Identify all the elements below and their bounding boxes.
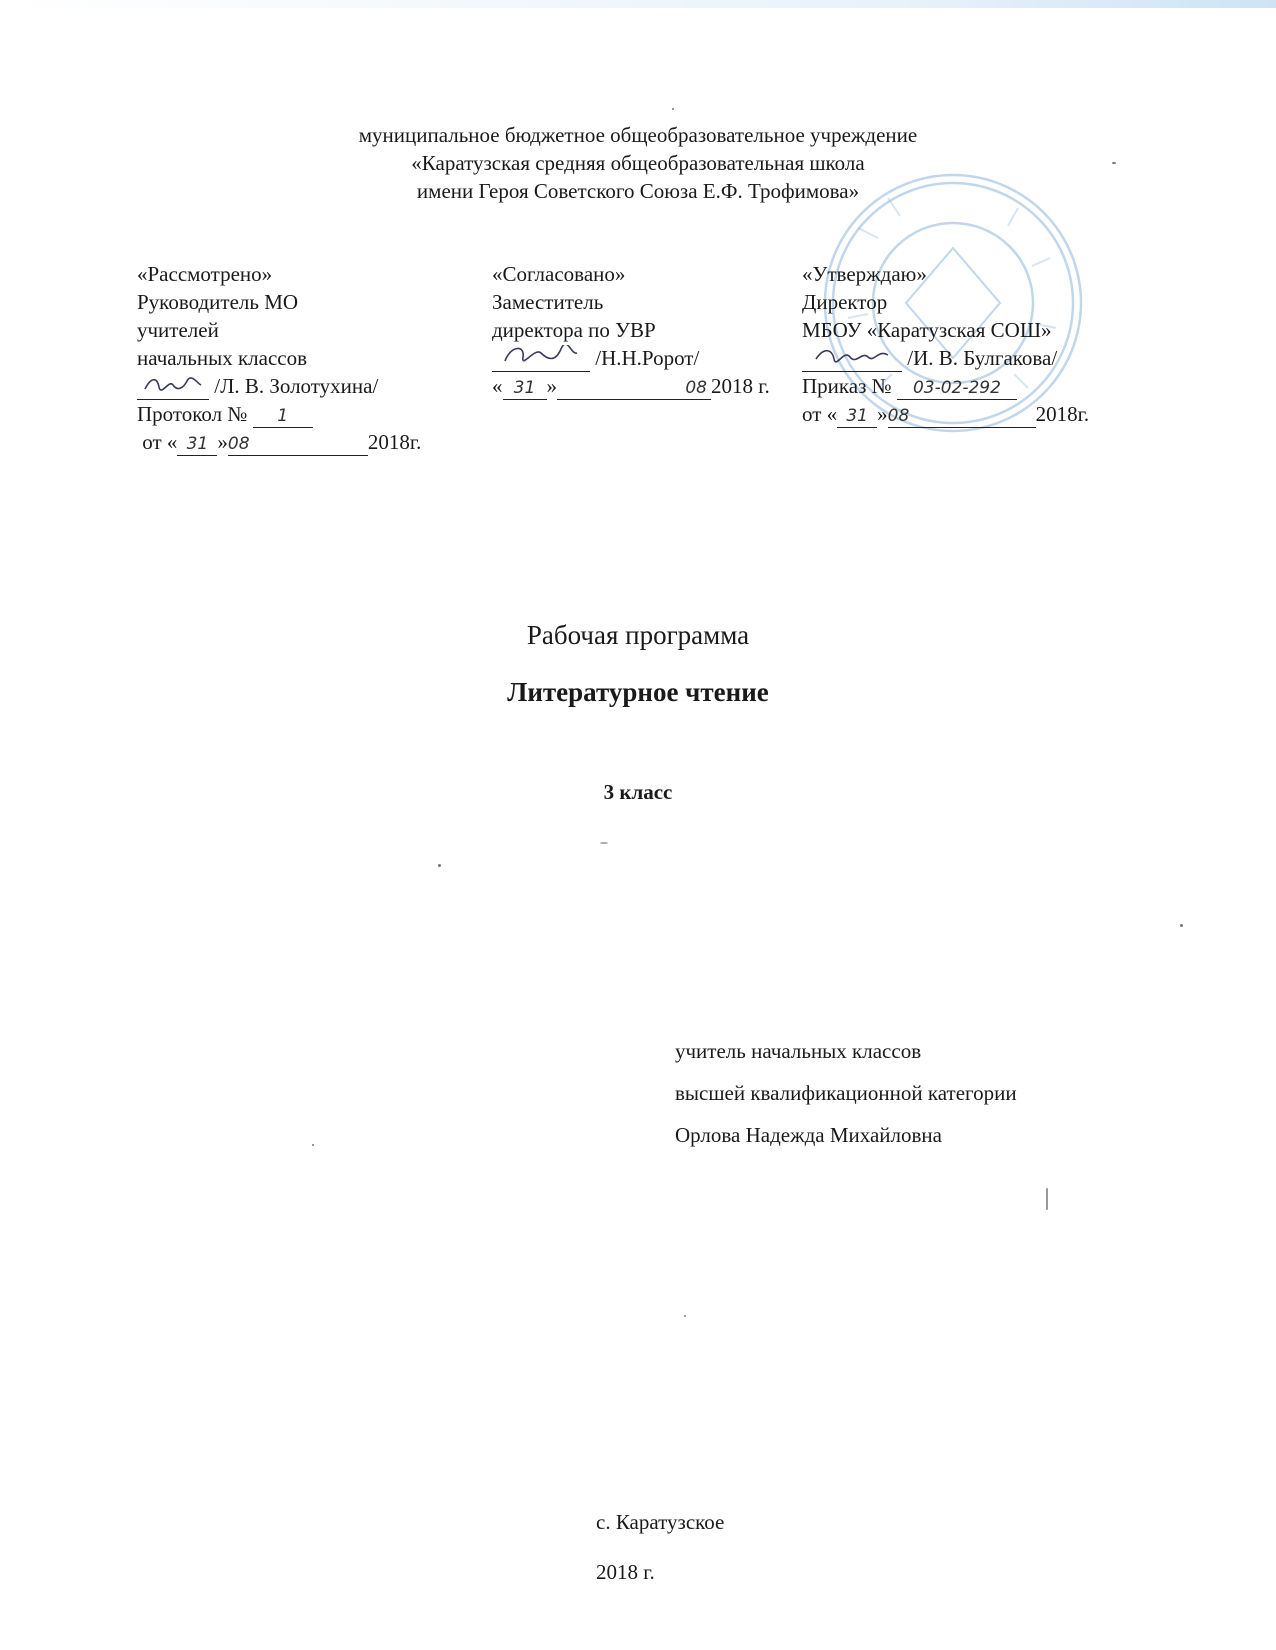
approved-order-label: Приказ № xyxy=(802,374,892,398)
header-line-1: муниципальное бюджетное общеобразовательное учреждение xyxy=(358,123,918,147)
agreed-date-row xyxy=(492,372,770,400)
agreed-title: «Согласовано» xyxy=(492,262,626,286)
agreed-date-mid: » xyxy=(546,374,557,398)
agreed-signature-name: /Н.Н.Ророт/ xyxy=(595,346,700,370)
agreed-date-day: 31 xyxy=(503,377,547,400)
footer-place: с. Каратузское xyxy=(596,1510,725,1534)
scan-speck xyxy=(672,108,674,110)
teacher-block xyxy=(675,1030,1017,1156)
header-line-3: имени Героя Советского Союза Е.Ф. Трофимова» xyxy=(416,179,860,203)
approved-date-day: 31 xyxy=(837,405,877,428)
reviewed-date-row xyxy=(137,428,421,456)
approved-signature-name: /И. В. Булгакова/ xyxy=(907,346,1058,370)
document-title: Рабочая программа xyxy=(526,620,750,650)
approved-signature-scribble xyxy=(802,345,902,372)
agreed-date-prefix: « xyxy=(492,374,503,398)
grade-label: 3 класс xyxy=(603,780,673,804)
subject-title: Литературное чтение xyxy=(507,677,769,707)
reviewed-protocol-number: 1 xyxy=(253,405,313,428)
approved-signature-row xyxy=(802,344,1089,372)
reviewed-date-month: 08 xyxy=(228,433,368,456)
agreed-block xyxy=(492,260,770,400)
agreed-date-year: 2018 г. xyxy=(711,374,770,398)
reviewed-date-mid: » xyxy=(217,430,228,454)
scan-speck xyxy=(312,1144,314,1146)
teacher-line-2: высшей квалификационной категории xyxy=(675,1081,1017,1105)
reviewed-date-prefix: от « xyxy=(142,430,178,454)
approved-line-2: МБОУ «Каратузская СОШ» xyxy=(802,318,1052,342)
reviewed-date-year: 2018г. xyxy=(367,430,422,454)
scan-speck xyxy=(1180,924,1183,927)
scan-speck xyxy=(1046,1188,1048,1210)
scan-speck xyxy=(600,842,608,844)
agreed-line-1: Заместитель xyxy=(492,290,604,314)
approved-title: «Утверждаю» xyxy=(802,262,927,286)
reviewed-protocol-label: Протокол № xyxy=(137,402,248,426)
approved-date-year: 2018г. xyxy=(1035,402,1090,426)
reviewed-block xyxy=(137,260,421,456)
approved-date-month: 08 xyxy=(888,405,1036,428)
scan-edge-tint xyxy=(0,0,1276,8)
approved-date-row xyxy=(802,400,1089,428)
approved-line-1: Директор xyxy=(802,290,888,314)
approved-block xyxy=(802,260,1089,428)
agreed-line-2: директора по УВР xyxy=(492,318,656,342)
scan-speck xyxy=(438,864,441,867)
reviewed-line-1: Руководитель МО xyxy=(137,290,299,314)
teacher-line-1: учитель начальных классов xyxy=(675,1039,922,1063)
reviewed-signature-row xyxy=(137,372,421,400)
header-line-2: «Каратузская средняя общеобразовательная школа xyxy=(411,151,865,175)
footer-year: 2018 г. xyxy=(596,1560,655,1584)
reviewed-date-day: 31 xyxy=(177,433,217,456)
teacher-line-3: Орлова Надежда Михайловна xyxy=(675,1123,942,1147)
reviewed-title: «Рассмотрено» xyxy=(137,262,273,286)
reviewed-line-2: учителей xyxy=(137,318,219,342)
approved-date-mid: » xyxy=(877,402,888,426)
agreed-date-month: 08 xyxy=(557,377,711,400)
scan-speck xyxy=(1112,162,1116,164)
school-header xyxy=(0,121,1276,205)
agreed-signature-row xyxy=(492,344,770,372)
reviewed-signature-scribble xyxy=(137,375,209,400)
scan-speck xyxy=(684,1315,686,1317)
approved-date-prefix: от « xyxy=(802,402,838,426)
reviewed-line-3: начальных классов xyxy=(137,346,307,370)
reviewed-protocol-row xyxy=(137,400,421,428)
approved-order-row xyxy=(802,372,1089,400)
agreed-signature-scribble xyxy=(492,345,590,372)
reviewed-signature-name: /Л. В. Золотухина/ xyxy=(214,374,379,398)
approved-order-number: 03-02-292 xyxy=(897,377,1017,400)
